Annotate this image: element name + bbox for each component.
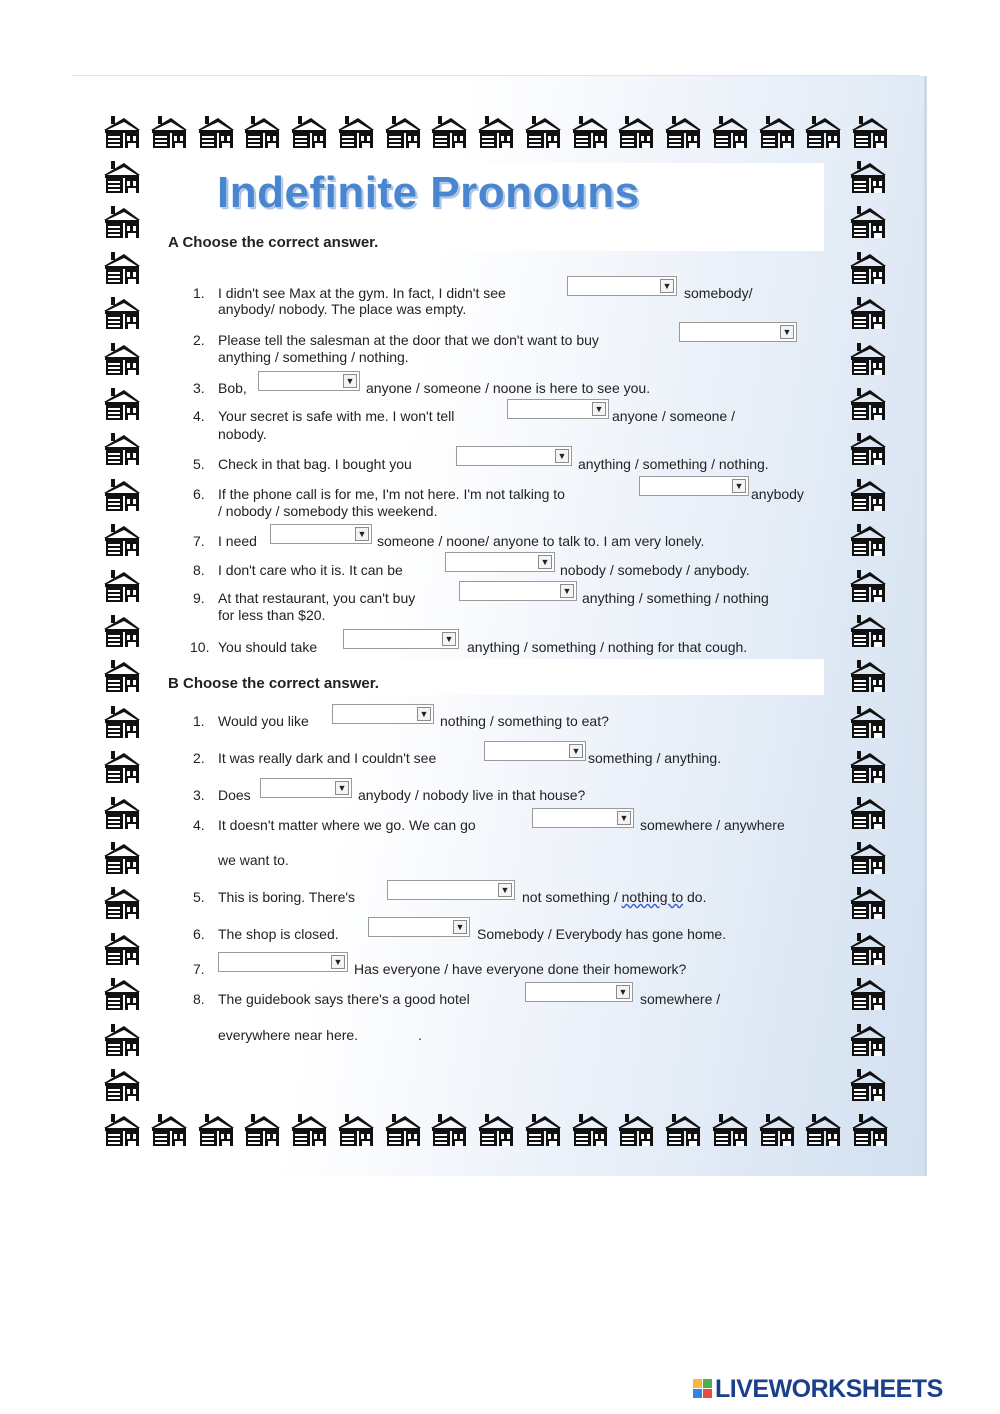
house-icon <box>102 1023 142 1057</box>
logo-square-4 <box>703 1389 712 1398</box>
logo-square-3 <box>693 1389 702 1398</box>
chevron-down-icon: ▼ <box>355 527 369 541</box>
house-icon <box>196 1113 236 1147</box>
house-icon <box>102 432 142 466</box>
house-icon <box>848 569 888 603</box>
logo-mark-icon <box>693 1379 713 1399</box>
house-icon <box>850 1113 890 1147</box>
chevron-down-icon: ▼ <box>560 584 574 598</box>
answer-dropdown[interactable] <box>456 446 572 466</box>
house-icon <box>102 1068 142 1102</box>
question-number: 9. <box>193 590 205 606</box>
house-icon <box>850 115 890 149</box>
answer-options: nothing / something to eat? <box>440 713 609 729</box>
answer-dropdown[interactable] <box>270 524 372 544</box>
chevron-down-icon: ▼ <box>498 883 512 897</box>
house-icon <box>102 841 142 875</box>
answer-options: Has everyone / have everyone done their homework? <box>354 961 687 977</box>
answer-options: anything / something / nothing for that cough. <box>467 639 748 655</box>
question-text: It was really dark and I couldn't see <box>218 750 437 766</box>
house-icon <box>616 1113 656 1147</box>
chevron-down-icon: ▼ <box>732 479 746 493</box>
logo-wordmark: LIVEWORKSHEETS <box>715 1375 943 1403</box>
question-text: It doesn't matter where we go. We can go <box>218 817 476 833</box>
house-icon <box>710 115 750 149</box>
house-icon <box>848 387 888 421</box>
question-number: 3. <box>193 380 205 396</box>
house-icon <box>102 569 142 603</box>
question-number: 1. <box>193 285 205 301</box>
house-icon <box>848 841 888 875</box>
chevron-down-icon: ▼ <box>442 632 456 646</box>
answer-options: anyone / someone / noone is here to see you. <box>366 380 651 396</box>
question-text: Does <box>218 787 251 803</box>
house-icon <box>848 1068 888 1102</box>
question-text: Please tell the salesman at the door that we don't want to buy <box>218 332 599 348</box>
question-text: At that restaurant, you can't buy <box>218 590 416 606</box>
question-text: The guidebook says there's a good hotel <box>218 991 470 1007</box>
house-icon <box>570 1113 610 1147</box>
question-number: 2. <box>193 750 205 766</box>
house-icon <box>383 115 423 149</box>
question-number: 5. <box>193 889 205 905</box>
question-text: Check in that bag. I bought you <box>218 456 412 472</box>
question-number: 7. <box>193 961 205 977</box>
house-icon <box>289 115 329 149</box>
answer-options: anybody / nobody live in that house? <box>358 787 586 803</box>
house-icon <box>102 614 142 648</box>
section-a-heading: A Choose the correct answer. <box>168 234 379 251</box>
question-number: 1. <box>193 713 205 729</box>
chevron-down-icon: ▼ <box>453 920 467 934</box>
house-icon <box>102 796 142 830</box>
house-icon <box>523 115 563 149</box>
question-text-continued: everywhere near here. <box>218 1027 359 1043</box>
house-icon <box>803 115 843 149</box>
logo-square-1 <box>693 1379 702 1388</box>
house-icon <box>476 115 516 149</box>
question-number: 5. <box>193 456 205 472</box>
house-icon <box>102 977 142 1011</box>
question-text: This is boring. There's <box>218 889 356 905</box>
question-number: 8. <box>193 562 205 578</box>
house-icon <box>848 205 888 239</box>
house-icon <box>102 659 142 693</box>
house-icon <box>848 296 888 330</box>
answer-dropdown[interactable] <box>368 917 470 937</box>
house-icon <box>102 932 142 966</box>
house-icon <box>102 251 142 285</box>
house-icon <box>570 115 610 149</box>
house-icon <box>848 342 888 376</box>
house-icon <box>102 387 142 421</box>
answer-options: anything / something / nothing. <box>218 349 409 365</box>
question-text: I don't care who it is. It can be <box>218 562 403 578</box>
chevron-down-icon: ▼ <box>331 955 345 969</box>
question-text: I need <box>218 533 257 549</box>
house-icon <box>289 1113 329 1147</box>
question-number: 6. <box>193 926 205 942</box>
question-text: Would you like <box>218 713 309 729</box>
question-number: 7. <box>193 533 205 549</box>
house-icon <box>616 115 656 149</box>
question-text: If the phone call is for me, I'm not here. I'm not talking to <box>218 486 565 502</box>
house-icon <box>429 1113 469 1147</box>
house-icon <box>848 523 888 557</box>
answer-dropdown[interactable] <box>567 276 677 296</box>
question-text-continued: / nobody / somebody this weekend. <box>218 503 438 519</box>
question-text-continued: for less than $20. <box>218 607 326 623</box>
section-b-heading: B Choose the correct answer. <box>168 675 379 692</box>
question-text: Your secret is safe with me. I won't tell <box>218 408 455 424</box>
house-icon <box>242 115 282 149</box>
house-icon <box>336 115 376 149</box>
answer-options: Somebody / Everybody has gone home. <box>477 926 727 942</box>
chevron-down-icon: ▼ <box>617 811 631 825</box>
chevron-down-icon: ▼ <box>417 707 431 721</box>
house-icon <box>757 115 797 149</box>
answer-dropdown[interactable] <box>218 952 348 972</box>
house-icon <box>102 296 142 330</box>
house-icon <box>102 1113 142 1147</box>
question-text-continued: anybody/ nobody. The place was empty. <box>218 301 467 317</box>
answer-dropdown[interactable] <box>445 552 555 572</box>
answer-dropdown[interactable] <box>507 399 609 419</box>
answer-dropdown[interactable] <box>532 808 634 828</box>
house-icon <box>848 160 888 194</box>
question-number: 4. <box>193 817 205 833</box>
house-icon <box>848 478 888 512</box>
house-icon <box>848 251 888 285</box>
question-number: 10. <box>190 639 210 655</box>
house-icon <box>149 1113 189 1147</box>
answer-dropdown[interactable] <box>332 704 434 724</box>
house-icon <box>336 1113 376 1147</box>
chevron-down-icon: ▼ <box>616 985 630 999</box>
house-icon <box>848 977 888 1011</box>
answer-options: someone / noone/ anyone to talk to. I am very lonely. <box>377 533 705 549</box>
answer-options: nobody / somebody / anybody. <box>560 562 750 578</box>
house-icon <box>476 1113 516 1147</box>
question-number: 4. <box>193 408 205 424</box>
house-icon <box>102 342 142 376</box>
answer-options: somewhere / anywhere <box>640 817 785 833</box>
answer-options: anybody <box>751 486 804 502</box>
answer-dropdown[interactable] <box>258 371 360 391</box>
answer-options-end: do. <box>687 889 707 905</box>
answer-dropdown[interactable] <box>260 778 352 798</box>
chevron-down-icon: ▼ <box>592 402 606 416</box>
house-icon <box>663 1113 703 1147</box>
answer-options: something / anything. <box>588 750 722 766</box>
spellcheck-underlined-text: nothing to <box>621 889 684 905</box>
chevron-down-icon: ▼ <box>555 449 569 463</box>
house-icon <box>663 115 703 149</box>
question-text-continued: nobody. <box>218 426 267 442</box>
question-number: 8. <box>193 991 205 1007</box>
house-icon <box>848 432 888 466</box>
answer-options: anything / something / nothing <box>582 590 769 606</box>
house-icon <box>757 1113 797 1147</box>
answer-options: anyone / someone / <box>612 408 735 424</box>
question-number: 6. <box>193 486 205 502</box>
house-icon <box>523 1113 563 1147</box>
house-icon <box>848 614 888 648</box>
house-icon <box>102 478 142 512</box>
house-icon <box>710 1113 750 1147</box>
house-icon <box>149 115 189 149</box>
question-number: 2. <box>193 332 205 348</box>
chevron-down-icon: ▼ <box>343 374 357 388</box>
answer-options <box>522 889 706 905</box>
answer-options-start: not something / <box>522 889 618 905</box>
answer-dropdown[interactable] <box>525 982 633 1002</box>
question-text-continued: we want to. <box>218 852 289 868</box>
question-text: The shop is closed. <box>218 926 339 942</box>
house-icon <box>848 705 888 739</box>
house-icon <box>848 932 888 966</box>
answer-dropdown[interactable] <box>387 880 515 900</box>
house-icon <box>429 115 469 149</box>
chevron-down-icon: ▼ <box>780 325 794 339</box>
question-text: You should take <box>218 639 318 655</box>
answer-options: anything / something / nothing. <box>578 456 769 472</box>
house-icon <box>102 750 142 784</box>
question-number: 3. <box>193 787 205 803</box>
chevron-down-icon: ▼ <box>538 555 552 569</box>
house-icon <box>102 160 142 194</box>
question-text: Bob, <box>218 380 247 396</box>
house-icon <box>848 1023 888 1057</box>
stray-period: . <box>418 1027 422 1043</box>
house-icon <box>848 886 888 920</box>
house-icon <box>242 1113 282 1147</box>
house-icon <box>848 796 888 830</box>
house-icon <box>383 1113 423 1147</box>
answer-dropdown[interactable] <box>343 629 459 649</box>
answer-dropdown[interactable] <box>459 581 577 601</box>
chevron-down-icon: ▼ <box>660 279 674 293</box>
page-title: Indefinite Pronouns <box>217 168 640 217</box>
house-icon <box>848 750 888 784</box>
house-icon <box>102 886 142 920</box>
logo-square-2 <box>703 1379 712 1388</box>
house-icon <box>803 1113 843 1147</box>
chevron-down-icon: ▼ <box>569 744 583 758</box>
chevron-down-icon: ▼ <box>335 781 349 795</box>
house-icon <box>196 115 236 149</box>
answer-dropdown[interactable] <box>679 322 797 342</box>
answer-options: somebody/ <box>684 285 753 301</box>
answer-dropdown[interactable] <box>639 476 749 496</box>
house-icon <box>848 659 888 693</box>
house-icon <box>102 523 142 557</box>
house-icon <box>102 705 142 739</box>
house-icon <box>102 205 142 239</box>
question-text: I didn't see Max at the gym. In fact, I didn't see <box>218 285 506 301</box>
answer-dropdown[interactable] <box>484 741 586 761</box>
house-icon <box>102 115 142 149</box>
answer-options: somewhere / <box>640 991 721 1007</box>
